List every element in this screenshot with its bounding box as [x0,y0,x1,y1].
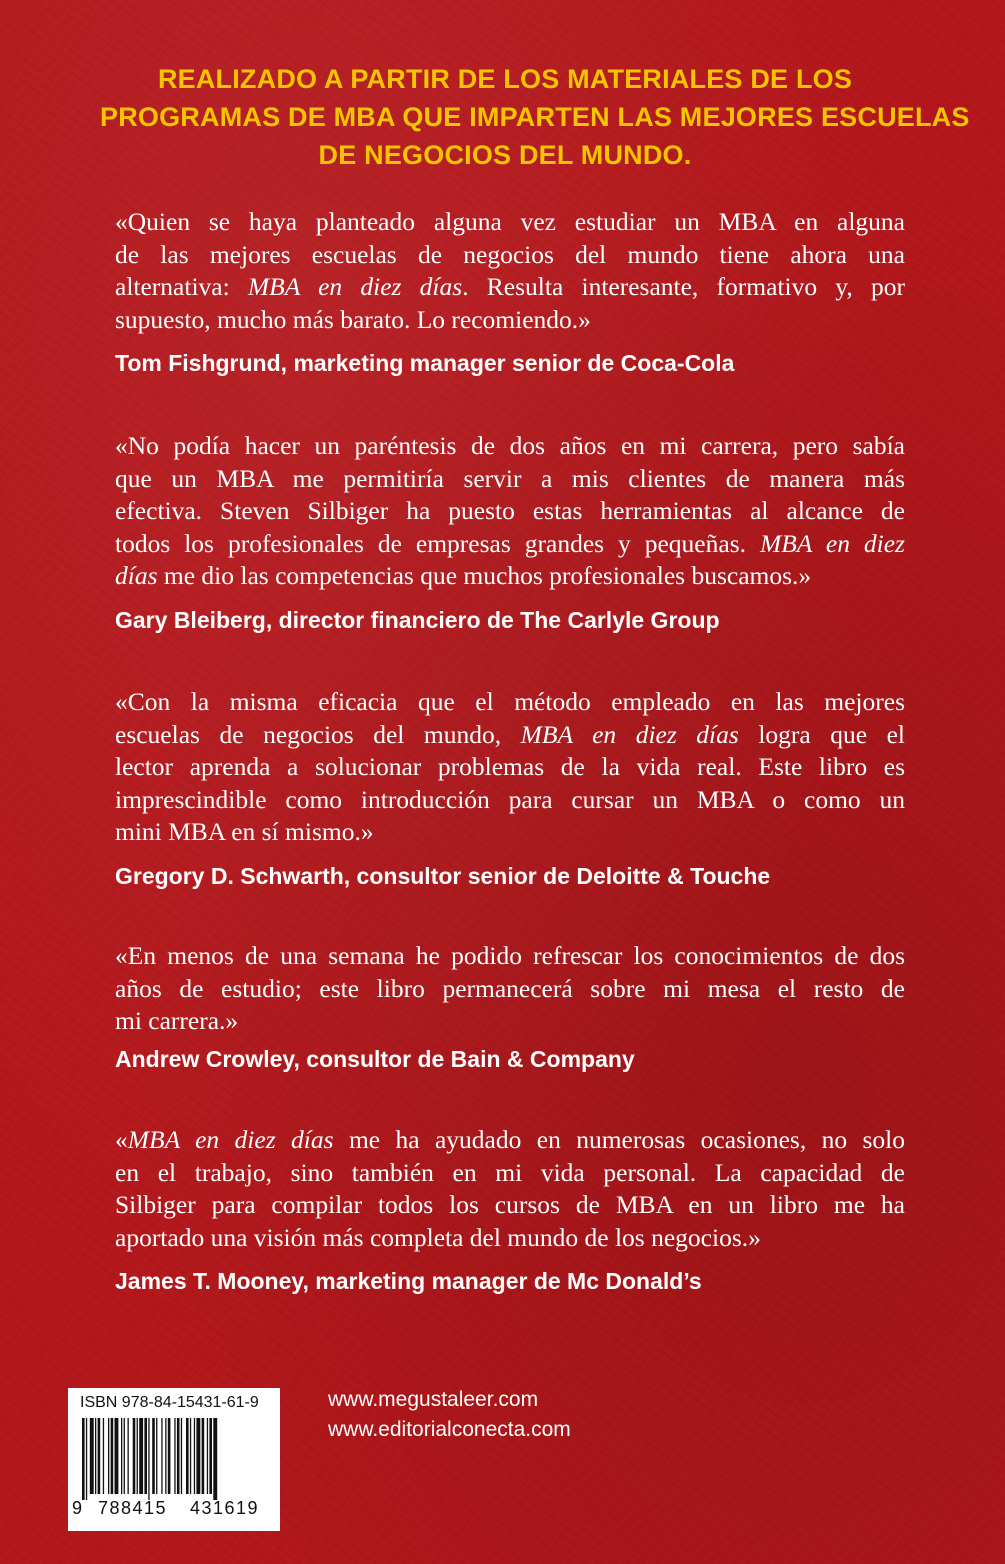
ean-digits-left: 788415 [98,1498,168,1518]
quote-line [115,528,905,561]
url-link[interactable]: www.editorialconecta.com [328,1418,571,1441]
barcode-bar [194,1418,195,1494]
barcode-bar [103,1418,104,1494]
testimonial-5 [115,1124,905,1296]
headline-line: REALIZADO A PARTIR DE LOS MATERIALES DE LOS [157,64,853,94]
barcode-bar [152,1418,155,1494]
headline-line: PROGRAMAS DE MBA QUE IMPARTEN LAS MEJORES ESCUELAS [100,102,970,132]
publisher-urls [328,1385,571,1445]
book-title-italic: días [115,561,158,590]
isbn-barcode [68,1388,280,1531]
barcode-bar [209,1418,212,1494]
quote-line: efectiva. Steven Silbiger ha puesto estas herramientas al alcance de [115,496,905,525]
quote-line: mi carrera.» [115,1006,239,1035]
quote-line: Silbiger para compilar todos los cursos de MBA en un libro me ha [115,1190,905,1219]
quote-text: me dio las competencias que muchos profesionales buscamos.» [157,561,812,590]
testimonial-1 [115,206,905,378]
barcode-bar [177,1418,180,1494]
barcode-bar [161,1418,162,1494]
book-title-italic: MBA en diez días [520,719,739,749]
barcode-bar [115,1418,119,1494]
quote-line: aportado una visión más completa del mundo de los negocios.» [115,1222,761,1252]
barcode-bar [144,1418,147,1494]
url-link[interactable]: www.megustaleer.com [328,1388,539,1411]
barcode-bar [98,1418,101,1494]
ean-digits-right: 431619 [190,1498,260,1518]
testimonial-author: Andrew Crowley, consultor de Bain & Company [115,1045,635,1072]
quote-text: . Resulta interesante, formativo y, por [462,272,905,301]
testimonial-quote [115,430,905,593]
quote-line [115,719,905,752]
quote-line: «Con la misma eficacia que el método empleado en las mejores [115,687,905,716]
testimonial-author: James T. Mooney, marketing manager de Mc Donald’s [115,1268,702,1294]
testimonial-3 [115,686,905,891]
headline-line: DE NEGOCIOS DEL MUNDO. [318,140,692,170]
barcode-bar [213,1418,217,1500]
barcode-bar [181,1418,182,1494]
barcode-bar [196,1418,200,1494]
quote-line: «En menos de una semana he podido refrescar los conocimientos de dos [115,941,905,970]
isbn-label: ISBN 978-84-15431-61-9 [80,1394,259,1411]
testimonial-quote [115,686,905,849]
quote-line: años de estudio; este libro permanecerá sobre mi mesa el resto de [115,973,905,1003]
barcode-bar [139,1418,143,1494]
quote-line [115,271,905,304]
barcode-bar [95,1418,96,1494]
quote-line: en el trabajo, sino también en mi vida personal. La capacidad de [115,1157,905,1187]
barcode-bar [190,1418,191,1494]
barcode-bar [82,1418,85,1500]
testimonial-2 [115,430,905,635]
quote-line: supuesto, mucho más barato. Lo recomiendo.» [115,304,591,334]
quote-text: todos los profesionales de empresas grandes y pequeñas. [115,528,760,558]
quote-line: que un MBA me permitiría servir a mis clientes de manera más [115,463,905,493]
barcode-bar [165,1418,166,1494]
testimonial-quote [115,1124,905,1254]
quote-text: me ha ayudado en numerosas ocasiones, no solo [333,1125,905,1154]
barcode-bar [186,1418,189,1494]
barcode-graphic [80,1418,270,1500]
barcode-bar [111,1418,114,1494]
barcode-bar [202,1418,205,1494]
testimonial-author: Gary Bleiberg, director financiero de The Carlyle Group [115,606,720,633]
barcode-bar [121,1418,122,1494]
quote-line [115,560,905,593]
barcode-bar [86,1418,87,1500]
quote-line: «Quien se haya planteado alguna vez estudiar un MBA en alguna [115,207,905,236]
book-title-italic: MBA en diez días [127,1125,334,1154]
barcode-bar [207,1418,208,1494]
quote-line: imprescindible como introducción para cursar un MBA o como un [115,784,905,814]
quote-text: escuelas de negocios del mundo, [115,719,521,749]
testimonial-4 [115,940,905,1074]
quote-line: mini MBA en sí mismo.» [115,817,374,846]
barcode-bar [128,1418,129,1494]
quote-line: lector aprenda a solucionar problemas de la vida real. Este libro es [115,752,905,781]
testimonial-author: Tom Fishgrund, marketing manager senior de Coca-Cola [115,350,735,376]
quote-line: «No podía hacer un paréntesis de dos años en mi carrera, pero sabía [115,431,905,460]
barcode-bars [80,1418,270,1503]
ean-digit-first: 9 [72,1498,83,1518]
book-title-italic: MBA en diez [759,528,905,558]
headline [100,60,970,174]
quote-text: alternativa: [115,272,248,301]
barcode-bar [148,1418,149,1500]
testimonial-quote [115,206,905,336]
testimonial-quote [115,940,905,1038]
barcode-bar [124,1418,125,1494]
barcode-bar [133,1418,136,1494]
quote-text: logra que el [738,719,905,749]
quote-line: de las mejores escuelas de negocios del mundo tiene ahora una [115,239,905,269]
quote-text: « [115,1125,128,1154]
quote-line [115,1124,905,1157]
barcode-bar [108,1418,109,1494]
barcode-bar [156,1418,157,1494]
barcode-bar [174,1418,175,1494]
book-title-italic: MBA en diez días [247,272,463,301]
testimonial-author: Gregory D. Schwarth, consultor senior de Deloitte & Touche [115,862,771,889]
barcode-bar [168,1418,171,1494]
barcode-bar [137,1418,138,1494]
barcode-bar [90,1418,94,1494]
